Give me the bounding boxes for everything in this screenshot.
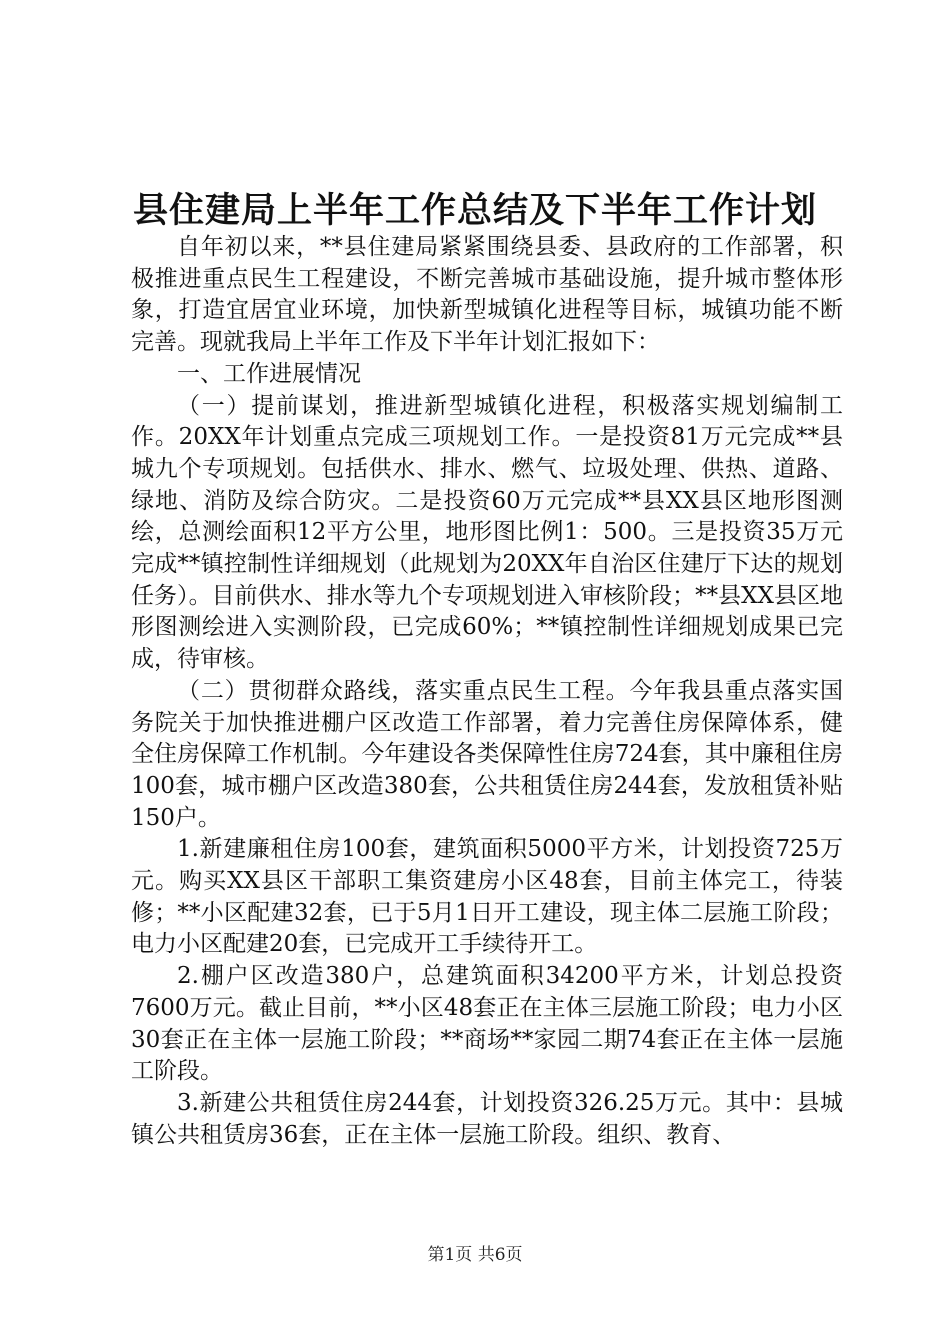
paragraph-intro: 自年初以来，**县住建局紧紧围绕县委、县政府的工作部署，积极推进重点民生工程建设，不断完善城市基础设施，提升城市整体形象，打造宜居宜业环境，加快新型城镇化进程等目标，城镇功能不断完善。现就我局上半年工作及下半年计划汇报如下：	[131, 234, 843, 356]
page-number-footer: 第1页 共6页	[427, 1245, 523, 1265]
document-title: 县住建局上半年工作总结及下半年工作计划	[132, 190, 817, 231]
paragraph-planning: （一）提前谋划，推进新型城镇化进程，积极落实规划编制工作。20XX年计划重点完成三项规划工作。一是投资81万元完成**县城九个专项规划。包括供水、排水、燃气、垃圾处理、供热、道路、绿地、消防及综合防灾。二是投资60万元完成**县XX县区地形图测绘，总测绘面积12平方公里，地形图比例1：500。三是投资35万元完成**镇控制性详细规划（此规划为20XX年自治区住建厅下达的规划任务）。目前供水、排水等九个专项规划进入审核阶段；**县XX县区地形图测绘进入实测阶段，已完成60%；**镇控制性详细规划成果已完成，待审核。	[131, 392, 843, 673]
paragraph-livelihood: （二）贯彻群众路线，落实重点民生工程。今年我县重点落实国务院关于加快推进棚户区改造工作部署，着力完善住房保障体系，健全住房保障工作机制。今年建设各类保障性住房724套，其中廉租住房100套，城市棚户区改造380套，公共租赁住房244套，发放租赁补贴150户。	[131, 677, 843, 831]
document-body	[131, 232, 843, 1151]
paragraph-item-3: 3.新建公共租赁住房244套，计划投资326.25万元。其中：县城镇公共租赁房36套，正在主体一层施工阶段。组织、教育、	[131, 1089, 843, 1148]
paragraph-item-1: 1.新建廉租住房100套，建筑面积5000平方米，计划投资725万元。购买XX县区干部职工集资建房小区48套，目前主体完工，待装修；**小区配建32套，已于5月1日开工建设，现主体二层施工阶段；电力小区配建20套，已完成开工手续待开工。	[131, 836, 843, 958]
paragraph-item-2: 2.棚户区改造380户，总建筑面积34200平方米，计划总投资7600万元。截止目前，**小区48套正在主体三层施工阶段；电力小区30套正在主体一层施工阶段；**商场**家园二期74套正在主体一层施工阶段。	[131, 963, 843, 1085]
section-heading: 一、工作进展情况	[177, 360, 361, 387]
